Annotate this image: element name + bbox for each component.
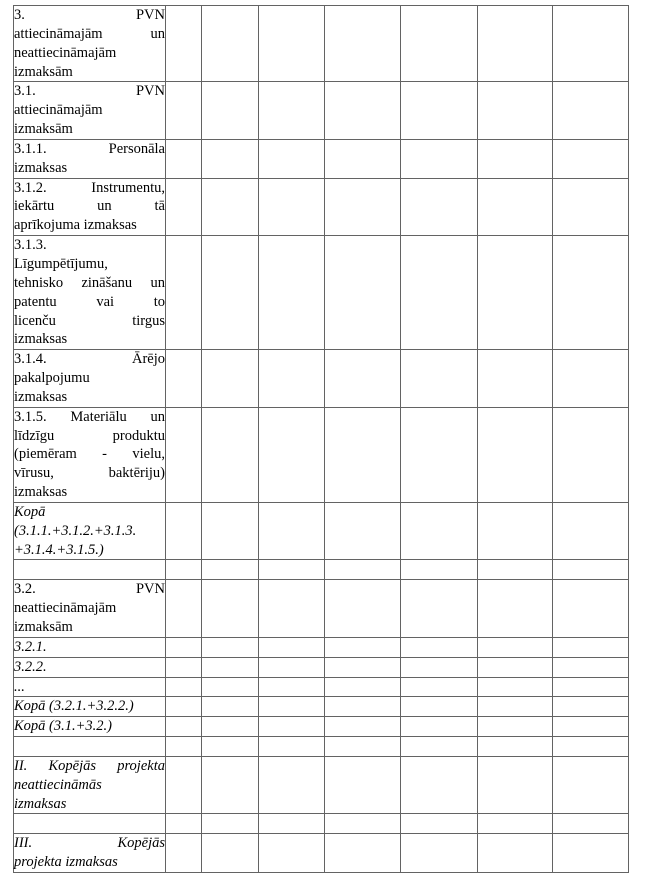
data-cell[interactable]: [202, 756, 259, 814]
data-cell[interactable]: [401, 580, 478, 638]
data-cell[interactable]: [259, 737, 325, 757]
data-cell[interactable]: [202, 677, 259, 697]
data-cell[interactable]: [553, 697, 629, 717]
table-row: [14, 82, 629, 140]
data-cell[interactable]: [325, 814, 401, 834]
data-cell[interactable]: [478, 236, 553, 350]
label-line: licenču tirgus: [14, 312, 165, 329]
data-cell[interactable]: [401, 82, 478, 140]
data-cell[interactable]: [401, 407, 478, 502]
row-label-cell: [14, 407, 166, 502]
label-line: neattiecināmajām: [14, 600, 117, 617]
label-line: 3.1.5. Materiālu un: [14, 408, 165, 425]
data-cell[interactable]: [553, 350, 629, 408]
data-cell[interactable]: [401, 657, 478, 677]
label-line: 3.2.1.: [14, 638, 47, 655]
row-label-cell: [14, 677, 166, 697]
data-cell[interactable]: [259, 657, 325, 677]
data-cell[interactable]: [325, 834, 401, 873]
data-cell[interactable]: [259, 236, 325, 350]
data-cell[interactable]: [478, 737, 553, 757]
label-line: izmaksas: [14, 331, 68, 348]
data-cell[interactable]: [202, 407, 259, 502]
data-cell[interactable]: [325, 717, 401, 737]
data-cell[interactable]: [553, 677, 629, 697]
data-cell[interactable]: [553, 6, 629, 82]
row-label-cell: [14, 560, 166, 580]
label-line: izmaksas: [14, 795, 67, 812]
label-line: izmaksas: [14, 159, 68, 176]
label-line: neattiecināmās: [14, 776, 102, 793]
data-cell[interactable]: [401, 834, 478, 873]
table-body: [14, 6, 629, 873]
row-label-cell: [14, 236, 166, 350]
label-line: Kopā (3.2.1.+3.2.2.): [14, 698, 134, 715]
label-line: attiecināmajām un: [14, 25, 165, 42]
label-line: +3.1.4.+3.1.5.): [14, 541, 104, 558]
data-cell[interactable]: [166, 637, 202, 657]
data-cell[interactable]: [478, 717, 553, 737]
data-cell[interactable]: [401, 502, 478, 560]
data-cell[interactable]: [478, 139, 553, 178]
data-cell[interactable]: [166, 677, 202, 697]
data-cell[interactable]: [325, 350, 401, 408]
data-cell[interactable]: [202, 82, 259, 140]
data-cell[interactable]: [553, 560, 629, 580]
data-cell[interactable]: [259, 814, 325, 834]
label-line: 3.1.1. Personāla: [14, 140, 165, 157]
label-line: izmaksas: [14, 484, 68, 501]
label-line: (3.1.1.+3.1.2.+3.1.3.: [14, 522, 137, 539]
data-cell[interactable]: [325, 737, 401, 757]
data-cell[interactable]: [325, 178, 401, 236]
data-cell[interactable]: [166, 6, 202, 82]
label-line: izmaksām: [14, 619, 73, 635]
label-line: izmaksas: [14, 388, 68, 405]
row-label-cell: [14, 834, 166, 873]
row-label-cell: [14, 178, 166, 236]
data-cell[interactable]: [325, 677, 401, 697]
table-row: [14, 236, 629, 350]
data-cell[interactable]: [202, 737, 259, 757]
label-line: 3. PVN: [14, 7, 165, 23]
table-row: [14, 407, 629, 502]
data-cell[interactable]: [553, 737, 629, 757]
label-line: līdzīgu produktu: [14, 427, 165, 444]
data-cell[interactable]: [202, 139, 259, 178]
data-cell[interactable]: [259, 350, 325, 408]
data-cell[interactable]: [401, 6, 478, 82]
table-row: [14, 139, 629, 178]
data-cell[interactable]: [325, 139, 401, 178]
data-cell[interactable]: [401, 737, 478, 757]
table-row: [14, 834, 629, 873]
data-cell[interactable]: [553, 407, 629, 502]
label-line: 3.1.3.: [14, 237, 47, 254]
data-cell[interactable]: [202, 637, 259, 657]
row-label-cell: [14, 82, 166, 140]
label-line: pakalpojumu: [14, 370, 90, 387]
data-cell[interactable]: [259, 756, 325, 814]
data-cell[interactable]: [553, 814, 629, 834]
row-label-cell: [14, 139, 166, 178]
row-label-cell: [14, 637, 166, 657]
data-cell[interactable]: [325, 82, 401, 140]
data-cell[interactable]: [325, 502, 401, 560]
data-cell[interactable]: [478, 178, 553, 236]
row-label-cell: [14, 737, 166, 757]
row-label-cell: [14, 502, 166, 560]
data-cell[interactable]: [401, 717, 478, 737]
row-label-cell: [14, 814, 166, 834]
data-cell[interactable]: [166, 657, 202, 677]
data-cell[interactable]: [202, 657, 259, 677]
data-cell[interactable]: [202, 178, 259, 236]
data-cell[interactable]: [202, 350, 259, 408]
table-row: [14, 717, 629, 737]
label-line: Kopā (3.1.+3.2.): [14, 718, 112, 735]
budget-cost-table: [13, 5, 629, 873]
data-cell[interactable]: [553, 580, 629, 638]
label-line: tehnisko zināšanu un: [14, 274, 165, 291]
data-cell[interactable]: [166, 139, 202, 178]
row-label-cell: [14, 717, 166, 737]
data-cell[interactable]: [325, 560, 401, 580]
table-row: [14, 502, 629, 560]
label-line: (piemēram - vielu,: [14, 446, 165, 463]
data-cell[interactable]: [259, 139, 325, 178]
data-cell[interactable]: [166, 82, 202, 140]
label-line: 3.2.2.: [14, 658, 47, 675]
data-cell[interactable]: [166, 178, 202, 236]
table-row: [14, 697, 629, 717]
table-row: [14, 350, 629, 408]
data-cell[interactable]: [553, 178, 629, 236]
data-cell[interactable]: [478, 697, 553, 717]
data-cell[interactable]: [401, 756, 478, 814]
data-cell[interactable]: [325, 697, 401, 717]
data-cell[interactable]: [401, 350, 478, 408]
label-line: Kopā: [14, 503, 46, 520]
data-cell[interactable]: [166, 717, 202, 737]
data-cell[interactable]: [401, 139, 478, 178]
label-line: II. Kopējās projekta: [14, 757, 165, 774]
data-cell[interactable]: [325, 407, 401, 502]
data-cell[interactable]: [553, 82, 629, 140]
data-cell[interactable]: [259, 6, 325, 82]
data-cell[interactable]: [259, 637, 325, 657]
data-cell[interactable]: [553, 756, 629, 814]
row-label-cell: [14, 756, 166, 814]
data-cell[interactable]: [553, 717, 629, 737]
data-cell[interactable]: [202, 834, 259, 873]
data-cell[interactable]: [325, 6, 401, 82]
data-cell[interactable]: [166, 350, 202, 408]
data-cell[interactable]: [401, 697, 478, 717]
data-cell[interactable]: [553, 834, 629, 873]
row-label-cell: [14, 6, 166, 82]
data-cell[interactable]: [478, 834, 553, 873]
table-row: [14, 637, 629, 657]
label-line: III. Kopējās: [14, 835, 165, 852]
data-cell[interactable]: [401, 637, 478, 657]
data-cell[interactable]: [259, 82, 325, 140]
data-cell[interactable]: [166, 737, 202, 757]
data-cell[interactable]: [325, 236, 401, 350]
data-cell[interactable]: [478, 580, 553, 638]
table-row: [14, 814, 629, 834]
data-cell[interactable]: [478, 82, 553, 140]
data-cell[interactable]: [202, 697, 259, 717]
label-line: projekta izmaksas: [14, 854, 118, 871]
label-line: ...: [14, 678, 25, 695]
table-row: [14, 657, 629, 677]
row-label-cell: [14, 697, 166, 717]
row-label-cell: [14, 350, 166, 408]
data-cell[interactable]: [478, 814, 553, 834]
data-cell[interactable]: [401, 814, 478, 834]
data-cell[interactable]: [166, 756, 202, 814]
table-row: [14, 737, 629, 757]
data-cell[interactable]: [325, 637, 401, 657]
data-cell[interactable]: [259, 580, 325, 638]
label-line: 3.1.2. Instrumentu,: [14, 179, 165, 196]
data-cell[interactable]: [478, 677, 553, 697]
data-cell[interactable]: [202, 814, 259, 834]
data-cell[interactable]: [325, 657, 401, 677]
label-line: 3.1. PVN: [14, 83, 165, 100]
data-cell[interactable]: [202, 717, 259, 737]
label-line: 3.2. PVN: [14, 581, 165, 598]
data-cell[interactable]: [478, 560, 553, 580]
data-cell[interactable]: [553, 502, 629, 560]
data-cell[interactable]: [401, 677, 478, 697]
data-cell[interactable]: [325, 756, 401, 814]
label-line: 3.1.4. Ārējo: [14, 351, 165, 368]
row-label-cell: [14, 657, 166, 677]
data-cell[interactable]: [478, 756, 553, 814]
data-cell[interactable]: [325, 580, 401, 638]
data-cell[interactable]: [401, 178, 478, 236]
table-row: [14, 560, 629, 580]
data-cell[interactable]: [202, 236, 259, 350]
data-cell[interactable]: [478, 350, 553, 408]
label-line: iekārtu un tā: [14, 198, 165, 215]
data-cell[interactable]: [259, 697, 325, 717]
data-cell[interactable]: [259, 407, 325, 502]
label-line: patentu vai to: [14, 293, 165, 310]
data-cell[interactable]: [166, 560, 202, 580]
data-cell[interactable]: [259, 502, 325, 560]
table-row: [14, 756, 629, 814]
label-line: neattiecināmajām: [14, 44, 117, 61]
data-cell[interactable]: [478, 637, 553, 657]
data-cell[interactable]: [166, 502, 202, 560]
data-cell[interactable]: [401, 560, 478, 580]
label-line: Līgumpētījumu,: [14, 255, 108, 272]
data-cell[interactable]: [259, 834, 325, 873]
data-cell[interactable]: [553, 139, 629, 178]
data-cell[interactable]: [478, 502, 553, 560]
data-cell[interactable]: [202, 580, 259, 638]
data-cell[interactable]: [259, 178, 325, 236]
data-cell[interactable]: [259, 677, 325, 697]
data-cell[interactable]: [166, 580, 202, 638]
data-cell[interactable]: [166, 236, 202, 350]
label-line: izmaksām: [14, 121, 73, 138]
data-cell[interactable]: [166, 814, 202, 834]
table-row: [14, 6, 629, 82]
row-label-cell: [14, 580, 166, 638]
data-cell[interactable]: [401, 236, 478, 350]
data-cell[interactable]: [478, 407, 553, 502]
table-row: [14, 677, 629, 697]
data-cell[interactable]: [553, 657, 629, 677]
data-cell[interactable]: [166, 697, 202, 717]
data-cell[interactable]: [478, 6, 553, 82]
data-cell[interactable]: [259, 560, 325, 580]
label-line: attiecināmajām: [14, 102, 103, 119]
data-cell[interactable]: [202, 560, 259, 580]
table-row: [14, 580, 629, 638]
label-line: vīrusu, baktēriju): [14, 465, 165, 482]
data-cell[interactable]: [478, 657, 553, 677]
table-row: [14, 178, 629, 236]
label-line: izmaksām: [14, 63, 73, 80]
data-cell[interactable]: [553, 236, 629, 350]
data-cell[interactable]: [553, 637, 629, 657]
data-cell[interactable]: [166, 834, 202, 873]
data-cell[interactable]: [259, 717, 325, 737]
data-cell[interactable]: [166, 407, 202, 502]
label-line: aprīkojuma izmaksas: [14, 217, 137, 234]
data-cell[interactable]: [202, 6, 259, 82]
data-cell[interactable]: [202, 502, 259, 560]
